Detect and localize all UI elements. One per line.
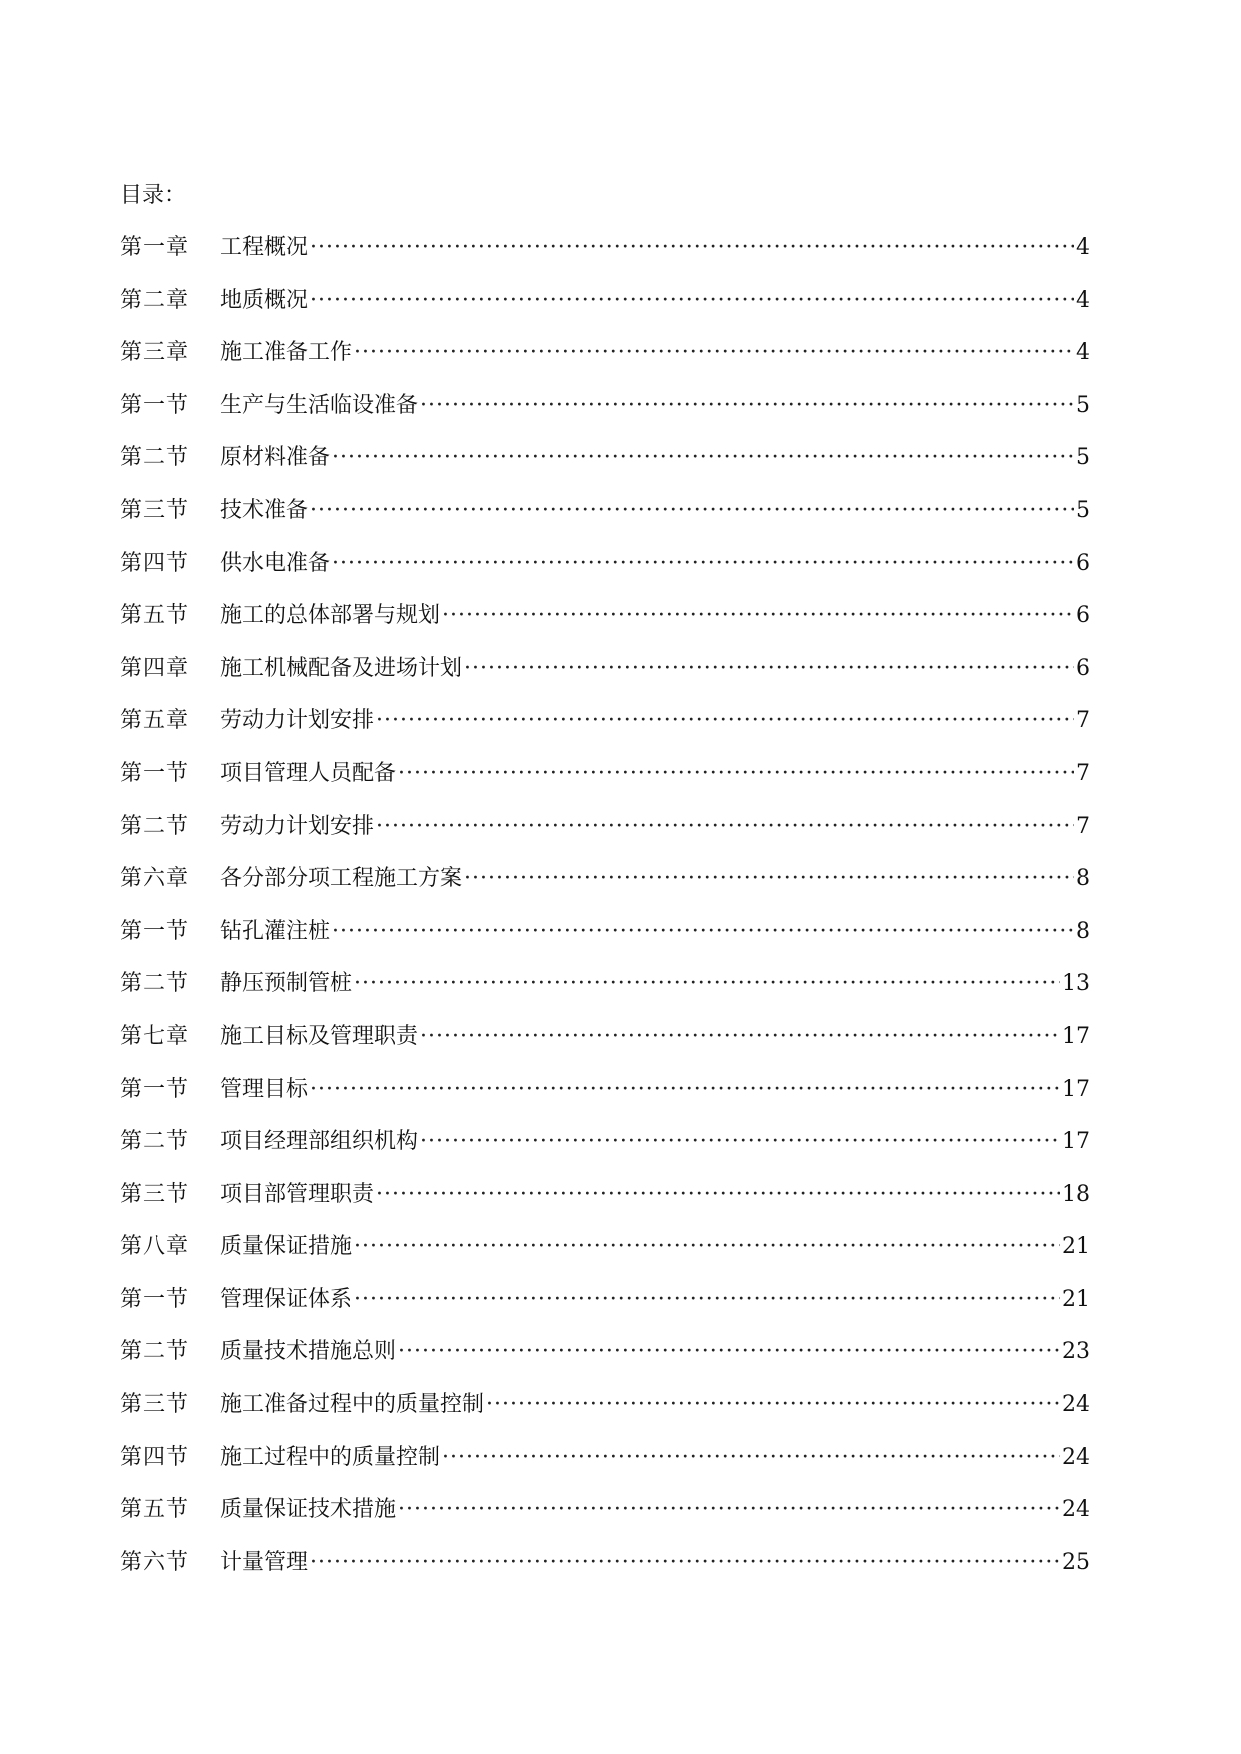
dot-leader xyxy=(354,335,1074,371)
dot-leader xyxy=(310,1545,1060,1581)
toc-entry-page-number: 23 xyxy=(1062,1339,1090,1365)
toc-entry-label: 第二节 xyxy=(120,813,190,839)
dot-leader xyxy=(442,598,1074,634)
toc-entry-page-number: 8 xyxy=(1076,866,1090,892)
dot-leader xyxy=(464,651,1074,687)
toc-entry-title: 质量保证技术措施 xyxy=(220,1497,397,1523)
toc-entry-page-number: 4 xyxy=(1076,287,1090,313)
toc-entry-page-number: 7 xyxy=(1076,708,1090,734)
toc-entry-title: 质量保证措施 xyxy=(220,1234,353,1260)
toc-heading: 目录： xyxy=(120,183,187,208)
dot-leader xyxy=(332,546,1074,582)
toc-entry[interactable] xyxy=(120,440,1090,493)
dot-leader xyxy=(310,1072,1060,1108)
toc-entry-title: 施工准备工作 xyxy=(220,340,353,366)
toc-entry-label: 第一节 xyxy=(120,918,190,944)
table-of-contents xyxy=(120,230,1090,1597)
toc-entry-page-number: 13 xyxy=(1062,971,1090,997)
toc-entry-title: 供水电准备 xyxy=(220,550,331,576)
toc-entry-page-number: 7 xyxy=(1076,813,1090,839)
toc-entry-title: 项目经理部组织机构 xyxy=(220,1129,419,1155)
dot-leader xyxy=(332,440,1074,476)
dot-leader xyxy=(310,493,1074,529)
dot-leader xyxy=(376,809,1074,845)
toc-entry-label: 第三节 xyxy=(120,497,190,523)
toc-entry-label: 第四节 xyxy=(120,1444,190,1470)
toc-entry-title: 工程概况 xyxy=(220,235,309,260)
dot-leader xyxy=(376,1177,1060,1213)
toc-entry-label: 第三节 xyxy=(120,1181,190,1207)
toc-entry-page-number: 17 xyxy=(1062,1076,1090,1102)
toc-entry-label: 第四节 xyxy=(120,550,190,576)
toc-entry-label: 第一节 xyxy=(120,760,190,786)
toc-entry-title: 施工的总体部署与规划 xyxy=(220,603,441,629)
toc-entry[interactable] xyxy=(120,230,1090,283)
toc-entry-label: 第二节 xyxy=(120,1339,190,1365)
toc-entry-label: 第一章 xyxy=(120,235,190,260)
dot-leader xyxy=(442,1440,1060,1476)
dot-leader xyxy=(310,230,1074,266)
toc-entry[interactable] xyxy=(120,914,1090,967)
toc-entry-page-number: 24 xyxy=(1062,1497,1090,1523)
toc-entry-title: 管理保证体系 xyxy=(220,1286,353,1312)
toc-entry-title: 钻孔灌注桩 xyxy=(220,918,331,944)
toc-entry[interactable] xyxy=(120,1019,1090,1072)
toc-entry-title: 生产与生活临设准备 xyxy=(220,392,419,418)
toc-entry-page-number: 17 xyxy=(1062,1023,1090,1049)
dot-leader xyxy=(398,1492,1060,1528)
dot-leader xyxy=(464,861,1074,897)
toc-entry-title: 项目部管理职责 xyxy=(220,1181,375,1207)
toc-entry-label: 第二节 xyxy=(120,445,190,471)
toc-entry-page-number: 21 xyxy=(1062,1234,1090,1260)
dot-leader xyxy=(354,966,1060,1002)
toc-entry-label: 第三章 xyxy=(120,340,190,366)
toc-entry-title: 劳动力计划安排 xyxy=(220,813,375,839)
dot-leader xyxy=(376,703,1074,739)
toc-entry[interactable] xyxy=(120,546,1090,599)
toc-entry-label: 第五节 xyxy=(120,1497,190,1523)
toc-entry-page-number: 21 xyxy=(1062,1286,1090,1312)
toc-entry-label: 第一节 xyxy=(120,1076,190,1102)
toc-entry-title: 管理目标 xyxy=(220,1076,309,1102)
dot-leader xyxy=(332,914,1074,950)
toc-entry-page-number: 5 xyxy=(1076,445,1090,471)
toc-entry-page-number: 24 xyxy=(1062,1392,1090,1418)
toc-entry[interactable] xyxy=(120,1282,1090,1335)
toc-entry-page-number: 4 xyxy=(1076,235,1090,260)
toc-entry[interactable] xyxy=(120,1229,1090,1282)
toc-entry[interactable] xyxy=(120,1440,1090,1493)
toc-entry-label: 第四章 xyxy=(120,655,190,681)
toc-entry-page-number: 8 xyxy=(1076,918,1090,944)
dot-leader xyxy=(310,283,1074,319)
toc-entry-label: 第八章 xyxy=(120,1234,190,1260)
toc-entry-page-number: 18 xyxy=(1062,1181,1090,1207)
dot-leader xyxy=(354,1229,1060,1265)
toc-entry-title: 项目管理人员配备 xyxy=(220,760,397,786)
toc-entry-label: 第一节 xyxy=(120,392,190,418)
toc-entry-page-number: 6 xyxy=(1076,550,1090,576)
toc-entry-page-number: 6 xyxy=(1076,655,1090,681)
toc-entry-label: 第二节 xyxy=(120,971,190,997)
toc-entry-title: 各分部分项工程施工方案 xyxy=(220,866,463,892)
dot-leader xyxy=(398,756,1074,792)
dot-leader xyxy=(420,1124,1060,1160)
toc-entry[interactable] xyxy=(120,1545,1090,1598)
toc-entry[interactable] xyxy=(120,651,1090,704)
toc-entry[interactable] xyxy=(120,388,1090,441)
toc-entry[interactable] xyxy=(120,335,1090,388)
toc-entry[interactable] xyxy=(120,1177,1090,1230)
toc-entry-page-number: 4 xyxy=(1076,340,1090,366)
toc-entry-label: 第五章 xyxy=(120,708,190,734)
dot-leader xyxy=(420,1019,1060,1055)
toc-entry[interactable] xyxy=(120,1492,1090,1545)
toc-entry-title: 施工机械配备及进场计划 xyxy=(220,655,463,681)
toc-entry-title: 静压预制管桩 xyxy=(220,971,353,997)
toc-entry-page-number: 6 xyxy=(1076,603,1090,629)
toc-entry-title: 劳动力计划安排 xyxy=(220,708,375,734)
toc-entry-page-number: 17 xyxy=(1062,1129,1090,1155)
toc-entry-label: 第五节 xyxy=(120,603,190,629)
toc-entry-title: 质量技术措施总则 xyxy=(220,1339,397,1365)
toc-entry-label: 第一节 xyxy=(120,1286,190,1312)
toc-entry[interactable] xyxy=(120,1387,1090,1440)
toc-entry[interactable] xyxy=(120,966,1090,1019)
toc-entry-title: 技术准备 xyxy=(220,497,309,523)
toc-entry[interactable] xyxy=(120,1334,1090,1387)
toc-entry-label: 第二节 xyxy=(120,1129,190,1155)
toc-entry-label: 第七章 xyxy=(120,1023,190,1049)
toc-entry[interactable] xyxy=(120,861,1090,914)
toc-entry[interactable] xyxy=(120,1124,1090,1177)
dot-leader xyxy=(486,1387,1060,1423)
toc-entry[interactable] xyxy=(120,703,1090,756)
dot-leader xyxy=(354,1282,1060,1318)
toc-entry-title: 施工目标及管理职责 xyxy=(220,1023,419,1049)
dot-leader xyxy=(398,1334,1060,1370)
toc-entry-title: 施工准备过程中的质量控制 xyxy=(220,1392,485,1418)
toc-entry-page-number: 24 xyxy=(1062,1444,1090,1470)
toc-entry-label: 第三节 xyxy=(120,1392,190,1418)
toc-entry[interactable] xyxy=(120,598,1090,651)
toc-entry[interactable] xyxy=(120,283,1090,336)
toc-entry[interactable] xyxy=(120,493,1090,546)
toc-entry-label: 第二章 xyxy=(120,287,190,313)
toc-entry-title: 计量管理 xyxy=(220,1549,309,1575)
toc-entry[interactable] xyxy=(120,1072,1090,1125)
dot-leader xyxy=(420,388,1074,424)
toc-entry-page-number: 5 xyxy=(1076,392,1090,418)
toc-entry-title: 施工过程中的质量控制 xyxy=(220,1444,441,1470)
toc-entry-title: 原材料准备 xyxy=(220,445,331,471)
toc-entry-page-number: 25 xyxy=(1062,1549,1090,1575)
toc-entry[interactable] xyxy=(120,756,1090,809)
toc-entry-label: 第六章 xyxy=(120,866,190,892)
toc-entry-label: 第六节 xyxy=(120,1549,190,1575)
toc-entry-title: 地质概况 xyxy=(220,287,309,313)
toc-entry-page-number: 5 xyxy=(1076,497,1090,523)
toc-entry[interactable] xyxy=(120,809,1090,862)
toc-entry-page-number: 7 xyxy=(1076,760,1090,786)
